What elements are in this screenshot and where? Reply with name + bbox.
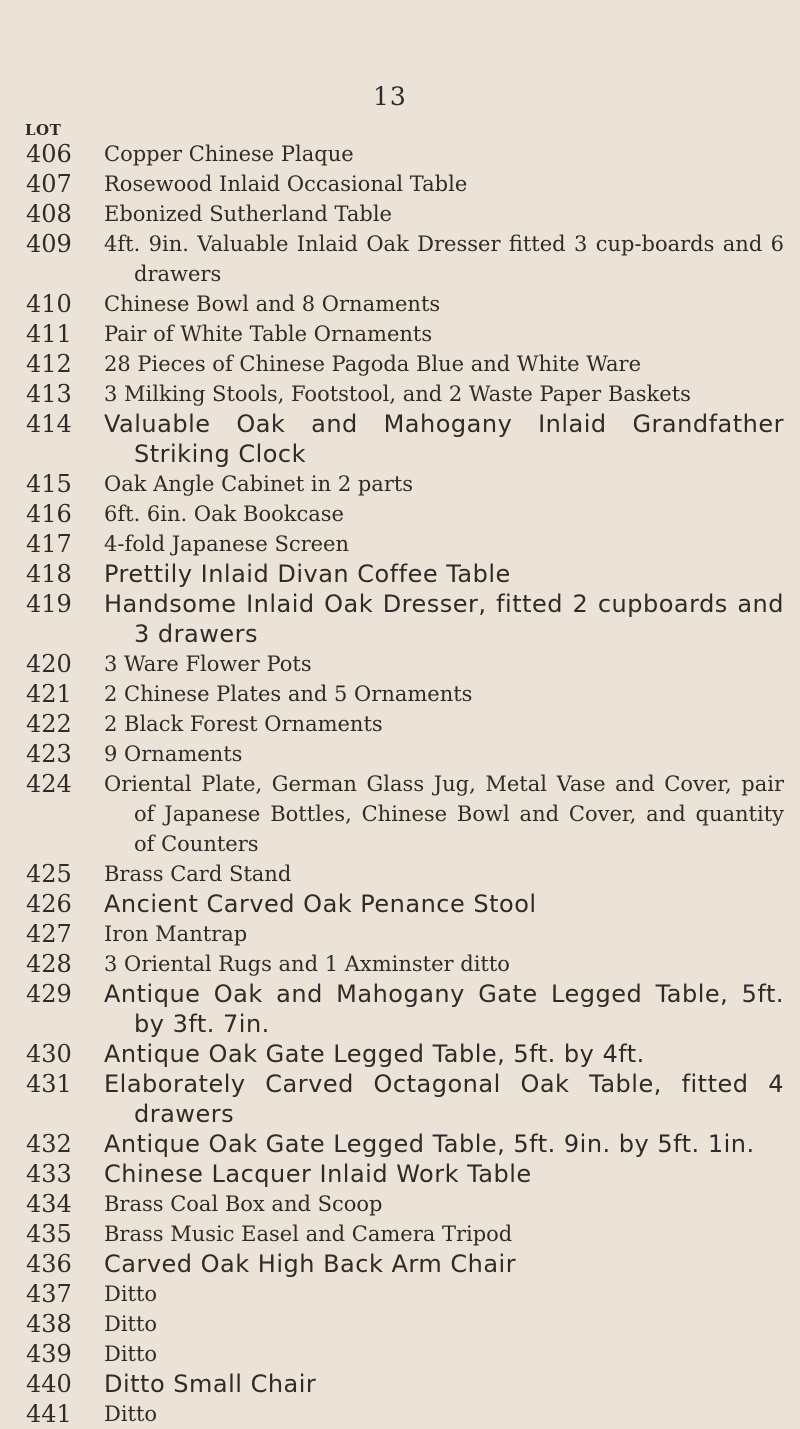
lot-description: 9 Ornaments <box>104 742 243 766</box>
lot-number: 425 <box>26 860 72 888</box>
lot-entry <box>0 529 800 559</box>
lot-entry <box>0 289 800 319</box>
lot-number: 432 <box>26 1130 72 1158</box>
lot-entry <box>0 1069 800 1129</box>
lot-description: Chinese Bowl and 8 Ornaments <box>104 292 441 316</box>
lot-number: 409 <box>26 230 72 258</box>
lot-entry <box>0 559 800 589</box>
lot-entry <box>0 1399 800 1429</box>
lot-number: 440 <box>26 1370 72 1398</box>
lot-description: Carved Oak High Back Arm Chair <box>104 1250 517 1278</box>
lot-description: Brass Card Stand <box>104 862 292 886</box>
lot-number: 429 <box>26 980 72 1008</box>
lot-number: 427 <box>26 920 72 948</box>
lot-description: Chinese Lacquer Inlaid Work Table <box>104 1160 532 1188</box>
lot-number: 421 <box>26 680 72 708</box>
lot-number: 410 <box>26 290 72 318</box>
lot-entry <box>0 229 800 289</box>
lot-number: 419 <box>26 590 72 618</box>
lot-number: 426 <box>26 890 72 918</box>
lot-entry <box>0 1309 800 1339</box>
lot-description: Iron Mantrap <box>104 922 248 946</box>
lot-description: Oak Angle Cabinet in 2 parts <box>104 472 414 496</box>
lot-description: Valuable Oak and Mahogany Inlaid Grandfather Striking Clock <box>104 410 784 468</box>
lot-description: 2 Chinese Plates and 5 Ornaments <box>104 682 473 706</box>
lot-entry <box>0 949 800 979</box>
lot-description: Antique Oak Gate Legged Table, 5ft. 9in. by 5ft. 1in. <box>104 1130 755 1158</box>
lot-number: 406 <box>26 140 72 168</box>
lot-description: Prettily Inlaid Divan Coffee Table <box>104 560 511 588</box>
lot-entry <box>0 709 800 739</box>
lot-entry <box>0 859 800 889</box>
lot-list <box>0 139 800 1429</box>
lot-entry <box>0 889 800 919</box>
lot-entry <box>0 1339 800 1369</box>
lot-number: 413 <box>26 380 72 408</box>
lot-entry <box>0 379 800 409</box>
lot-entry <box>0 139 800 169</box>
lot-entry <box>0 1189 800 1219</box>
lot-description: Ditto <box>104 1342 158 1366</box>
lot-number: 415 <box>26 470 72 498</box>
lot-number: 414 <box>26 410 72 438</box>
lot-description: Oriental Plate, German Glass Jug, Metal Vase and Cover, pair of Japanese Bottles, Chinese Bowl and Cover, and quantity of Counters <box>104 772 784 856</box>
lot-entry <box>0 589 800 649</box>
lot-description: 3 Oriental Rugs and 1 Axminster ditto <box>104 952 510 976</box>
lot-number: 430 <box>26 1040 72 1068</box>
lot-entry <box>0 1219 800 1249</box>
lot-entry <box>0 169 800 199</box>
lot-description: Ancient Carved Oak Penance Stool <box>104 890 537 918</box>
lot-description: 6ft. 6in. Oak Bookcase <box>104 502 344 526</box>
lot-number: 424 <box>26 770 72 798</box>
lot-description: 28 Pieces of Chinese Pagoda Blue and White Ware <box>104 352 642 376</box>
lot-description: 4-fold Japanese Screen <box>104 532 350 556</box>
lot-description: 3 Milking Stools, Footstool, and 2 Waste Paper Baskets <box>104 382 691 406</box>
lot-number: 431 <box>26 1070 72 1098</box>
lot-entry <box>0 769 800 859</box>
lot-description: Ditto Small Chair <box>104 1370 317 1398</box>
lot-description: Ditto <box>104 1312 158 1336</box>
lot-number: 420 <box>26 650 72 678</box>
lot-number: 435 <box>26 1220 72 1248</box>
lot-entry <box>0 1129 800 1159</box>
lot-description: Antique Oak and Mahogany Gate Legged Table, 5ft. by 3ft. 7in. <box>104 980 784 1038</box>
lot-number: 423 <box>26 740 72 768</box>
lot-description: Ditto <box>104 1402 158 1426</box>
lot-number: 417 <box>26 530 72 558</box>
lot-entry <box>0 1369 800 1399</box>
lot-description: Handsome Inlaid Oak Dresser, fitted 2 cupboards and 3 drawers <box>104 590 784 648</box>
lot-column-header: LOT <box>25 121 62 139</box>
lot-number: 418 <box>26 560 72 588</box>
lot-number: 434 <box>26 1190 72 1218</box>
lot-description: Ebonized Sutherland Table <box>104 202 392 226</box>
lot-entry <box>0 1279 800 1309</box>
lot-number: 441 <box>26 1400 72 1428</box>
lot-description: 3 Ware Flower Pots <box>104 652 312 676</box>
lot-entry <box>0 679 800 709</box>
lot-entry <box>0 409 800 469</box>
lot-number: 428 <box>26 950 72 978</box>
lot-description: Brass Coal Box and Scoop <box>104 1192 383 1216</box>
lot-number: 438 <box>26 1310 72 1338</box>
lot-entry <box>0 499 800 529</box>
lot-description: Pair of White Table Ornaments <box>104 322 433 346</box>
lot-number: 439 <box>26 1340 72 1368</box>
lot-entry <box>0 349 800 379</box>
lot-number: 433 <box>26 1160 72 1188</box>
lot-number: 411 <box>26 320 72 348</box>
lot-description: 4ft. 9in. Valuable Inlaid Oak Dresser fitted 3 cup-boards and 6 drawers <box>104 232 784 286</box>
lot-entry <box>0 319 800 349</box>
lot-number: 437 <box>26 1280 72 1308</box>
lot-description: Brass Music Easel and Camera Tripod <box>104 1222 513 1246</box>
lot-entry <box>0 979 800 1039</box>
lot-entry <box>0 919 800 949</box>
lot-entry <box>0 649 800 679</box>
page-number: 13 <box>373 82 407 111</box>
lot-description: Elaborately Carved Octagonal Oak Table, fitted 4 drawers <box>104 1070 784 1128</box>
lot-entry <box>0 199 800 229</box>
lot-number: 407 <box>26 170 72 198</box>
lot-entry <box>0 739 800 769</box>
lot-entry <box>0 1249 800 1279</box>
lot-entry <box>0 469 800 499</box>
lot-number: 416 <box>26 500 72 528</box>
lot-number: 422 <box>26 710 72 738</box>
lot-description: Rosewood Inlaid Occasional Table <box>104 172 468 196</box>
lot-description: Ditto <box>104 1282 158 1306</box>
lot-description: Copper Chinese Plaque <box>104 142 354 166</box>
lot-entry <box>0 1159 800 1189</box>
lot-number: 408 <box>26 200 72 228</box>
lot-description: Antique Oak Gate Legged Table, 5ft. by 4ft. <box>104 1040 645 1068</box>
lot-entry <box>0 1039 800 1069</box>
lot-description: 2 Black Forest Ornaments <box>104 712 383 736</box>
lot-number: 436 <box>26 1250 72 1278</box>
lot-number: 412 <box>26 350 72 378</box>
